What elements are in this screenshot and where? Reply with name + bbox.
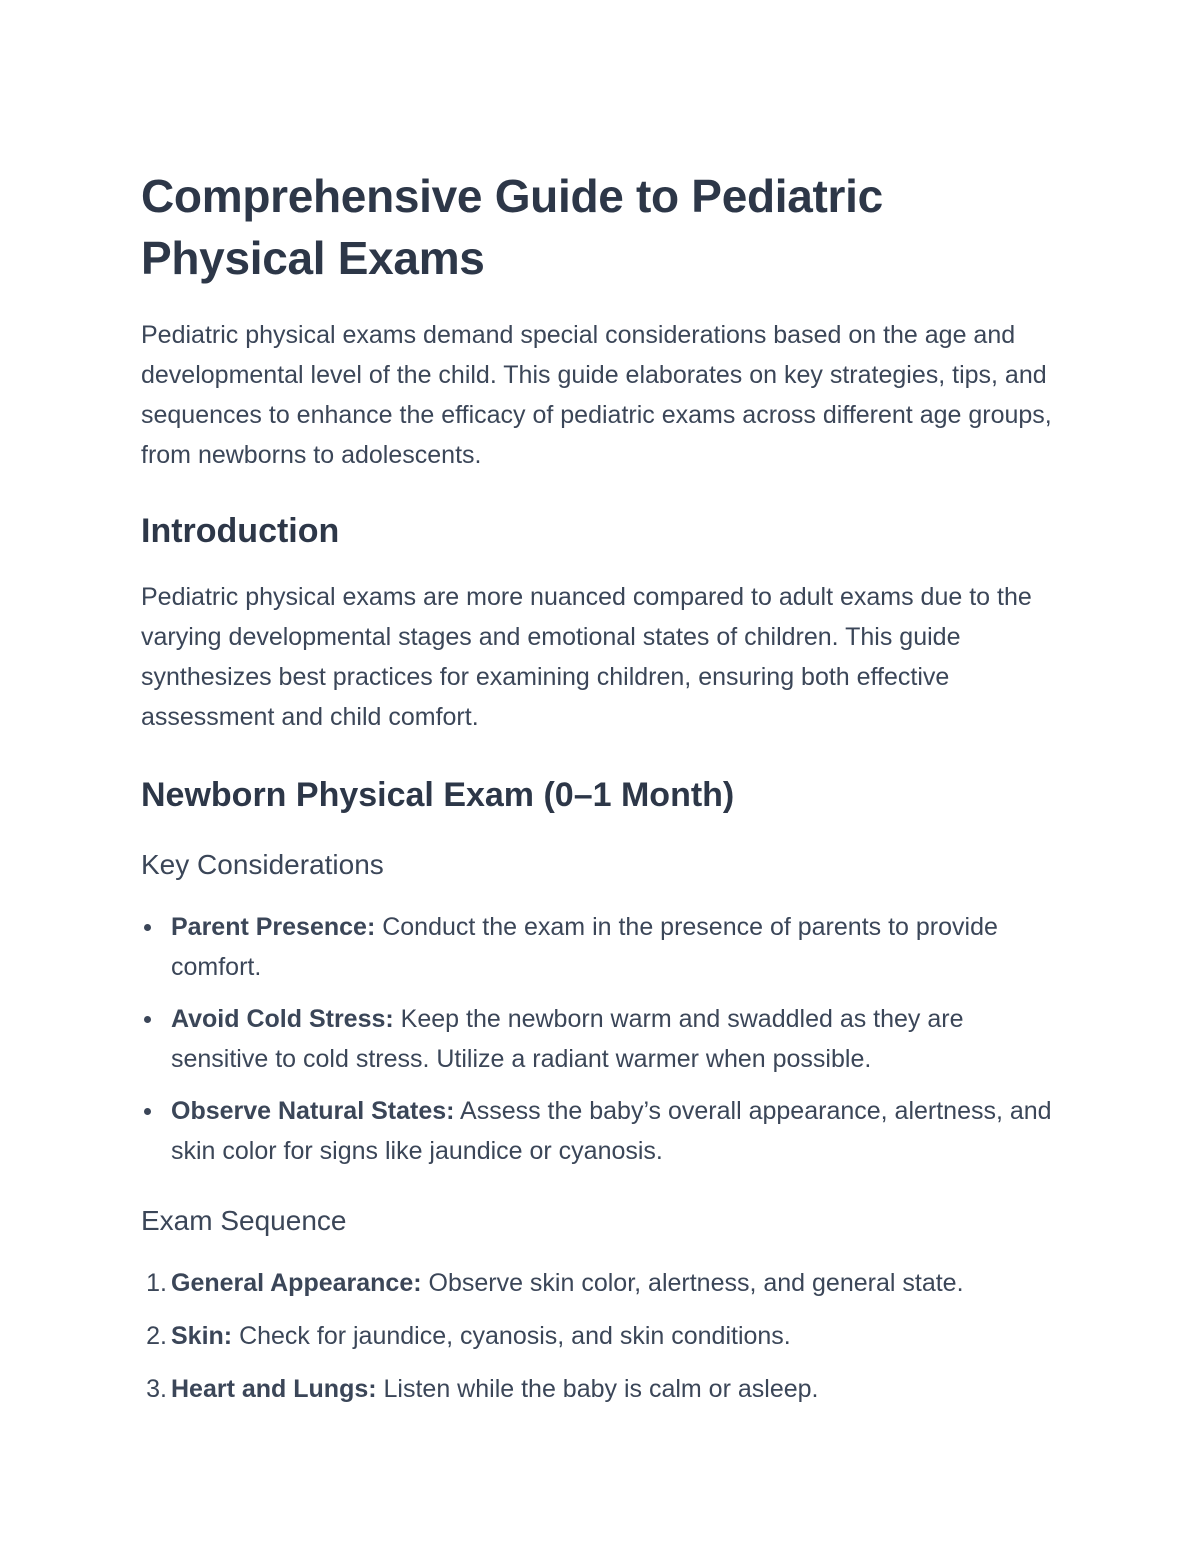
list-item	[141, 1263, 1061, 1303]
key-considerations-heading: Key Considerations	[141, 849, 384, 880]
list-item-text: Check for jaundice, cyanosis, and skin conditions.	[232, 1322, 791, 1350]
list-item-term: Heart and Lungs:	[171, 1375, 377, 1403]
list-item-term: Parent Presence:	[171, 913, 376, 941]
list-item-term: Skin:	[171, 1322, 233, 1350]
list-item-text: Keep the newborn warm and swaddled as they are sensitive to cold stress. Utilize a radiant warmer when possible.	[171, 1005, 964, 1073]
list-item	[141, 1369, 1061, 1409]
bullet-icon	[144, 1016, 151, 1023]
newborn-exam-heading: Newborn Physical Exam (0–1 Month)	[141, 776, 735, 814]
list-item-text: Listen while the baby is calm or asleep.	[376, 1375, 819, 1403]
list-item-text: Observe skin color, alertness, and general state.	[421, 1269, 964, 1297]
document-page	[141, 165, 1061, 1422]
intro-paragraph: Pediatric physical exams demand special considerations based on the age and developmental level of the child. This guide elaborates on key strategies, tips, and sequences to enhance the efficacy of pediatric exams across different age groups, from newborns to adolescents.	[141, 321, 1052, 469]
key-considerations-list	[141, 907, 1061, 1171]
exam-sequence-heading: Exam Sequence	[141, 1205, 347, 1236]
list-item-term: Avoid Cold Stress:	[171, 1005, 394, 1033]
list-item-term: General Appearance:	[171, 1269, 422, 1297]
list-item-number: 2.	[146, 1322, 167, 1350]
list-item	[141, 1316, 1061, 1356]
introduction-paragraph: Pediatric physical exams are more nuanced compared to adult exams due to the varying developmental stages and emotional states of children. This guide synthesizes best practices for examining children, ensuring both effective assessment and child comfort.	[141, 583, 1032, 731]
exam-sequence-list	[141, 1263, 1061, 1409]
document-title: Comprehensive Guide to Pediatric Physical Exams	[141, 170, 883, 284]
list-item	[141, 1091, 1061, 1171]
list-item-number: 3.	[146, 1375, 167, 1403]
list-item-text: Conduct the exam in the presence of parents to provide comfort.	[171, 913, 998, 981]
list-item-text: Assess the baby’s overall appearance, alertness, and skin color for signs like jaundice or cyanosis.	[171, 1097, 1052, 1165]
list-item	[141, 999, 1061, 1079]
list-item-number: 1.	[146, 1269, 167, 1297]
bullet-icon	[144, 1108, 151, 1115]
list-item-term: Observe Natural States:	[171, 1097, 455, 1125]
bullet-icon	[144, 924, 151, 931]
introduction-heading: Introduction	[141, 512, 340, 550]
list-item	[141, 907, 1061, 987]
